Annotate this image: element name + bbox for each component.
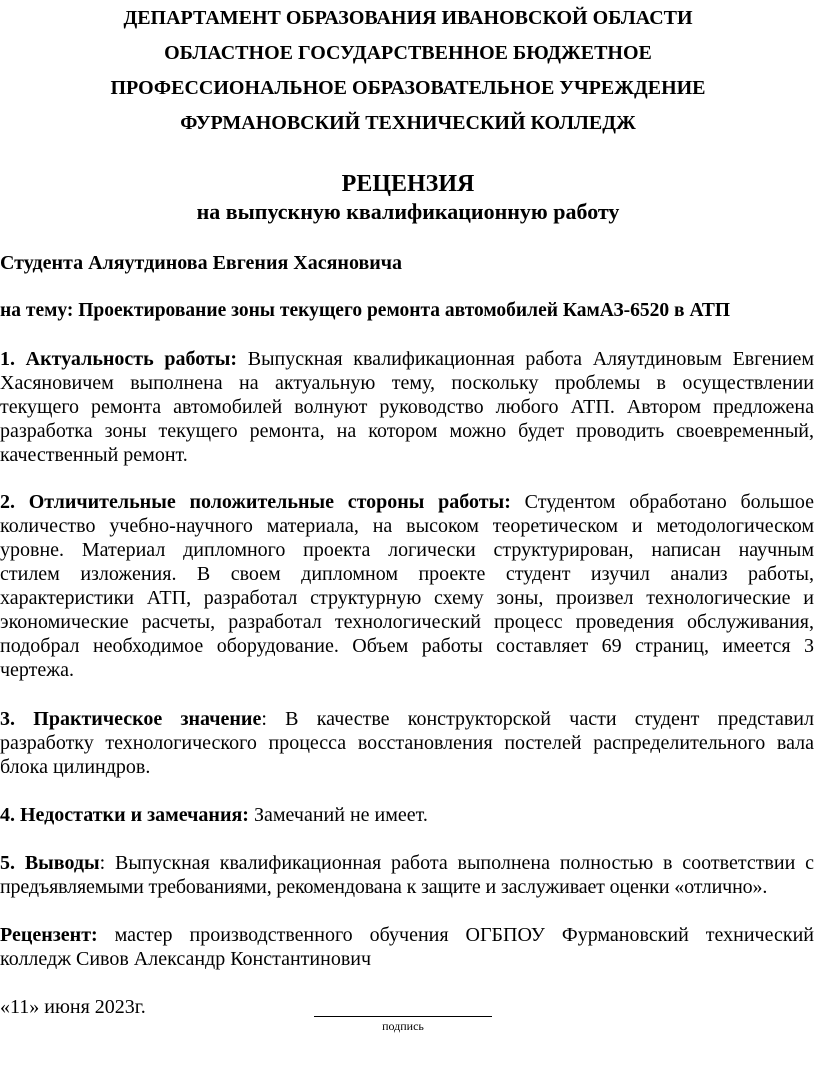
section-conclusions bbox=[0, 851, 814, 899]
section-relevance-line: 1. Актуальность работы: Выпускная квалификационная работа Аляутдиновым Евгением bbox=[0, 348, 814, 370]
section-strengths-line: чертежа. bbox=[0, 659, 74, 681]
thesis-topic: на тему: Проектирование зоны текущего ремонта автомобилей КамАЗ-6520 в АТП bbox=[0, 300, 730, 321]
section-relevance bbox=[0, 347, 814, 467]
section-relevance-label: 1. Актуальность работы: bbox=[0, 348, 238, 370]
section-conclusions-line: 5. Выводы: Выпускная квалификационная работа выполнена полностью в соответствии с bbox=[0, 852, 814, 874]
section-practical-value bbox=[0, 707, 814, 779]
section-shortcomings-text: Замечаний не имеет. bbox=[253, 804, 428, 826]
section-practical-line: блока цилиндров. bbox=[0, 756, 151, 778]
student-name: Студента Аляутдинова Евгения Хасяновича bbox=[0, 252, 403, 274]
reviewer-line: Рецензент: мастер производственного обучения ОГБПОУ Фурмановский технический bbox=[0, 924, 814, 946]
header-department: ДЕПАРТАМЕНТ ОБРАЗОВАНИЯ ИВАНОВСКОЙ ОБЛАСТИ bbox=[123, 7, 693, 29]
review-date: «11» июня 2023г. bbox=[0, 996, 146, 1018]
section-strengths-line: характеристики АТП, разработал структурную схему зоны, произвел технологические и bbox=[0, 587, 814, 609]
section-relevance-line: качественный ремонт. bbox=[0, 444, 188, 466]
header-institution-type: ОБЛАСТНОЕ ГОСУДАРСТВЕННОЕ БЮДЖЕТНОЕ bbox=[164, 42, 652, 64]
signature-caption: подпись bbox=[382, 1019, 424, 1033]
section-shortcomings bbox=[0, 803, 428, 827]
section-strengths-label: 2. Отличительные положительные стороны работы: bbox=[0, 491, 511, 513]
section-strengths-line: уровне. Материал дипломного проекта логически структурирован, написан научным bbox=[0, 539, 814, 561]
section-conclusions-label: 5. Выводы bbox=[0, 852, 100, 874]
reviewer-line: колледж Сивов Александр Константинович bbox=[0, 948, 372, 970]
header-institution-kind: ПРОФЕССИОНАЛЬНОЕ ОБРАЗОВАТЕЛЬНОЕ УЧРЕЖДЕНИЕ bbox=[110, 77, 706, 99]
section-strengths-line: экономические расчеты, разработал технологический процесс проведения обслуживания, bbox=[0, 611, 814, 633]
section-relevance-line: Хасяновичем выполнена на актуальную тему, поскольку проблемы в осуществлении bbox=[0, 372, 814, 394]
document-subtitle: на выпускную квалификационную работу bbox=[196, 199, 620, 224]
section-strengths-line: подобрал необходимое оборудование. Объем работы составляет 69 страниц, имеется 3 bbox=[0, 635, 814, 657]
section-strengths-line: количество учебно-научного материала, на высоком теоретическом и методологическом bbox=[0, 515, 814, 537]
section-strengths bbox=[0, 490, 814, 682]
reviewer-block bbox=[0, 923, 814, 971]
section-strengths-line: 2. Отличительные положительные стороны работы: Студентом обработано большое bbox=[0, 491, 815, 513]
document-title: РЕЦЕНЗИЯ bbox=[341, 171, 475, 197]
section-relevance-line: текущего ремонта автомобилей волнуют руководство любого АТП. Автором предложена bbox=[0, 396, 814, 418]
section-shortcomings-label: 4. Недостатки и замечания: bbox=[0, 804, 249, 826]
section-practical-line: 3. Практическое значение: В качестве конструкторской части студент представил bbox=[0, 708, 814, 730]
section-strengths-line: стилем изложения. В своем дипломном проекте студент изучил анализ работы, bbox=[0, 563, 814, 585]
section-practical-label: 3. Практическое значение bbox=[0, 708, 262, 730]
signature-line bbox=[314, 1016, 492, 1017]
section-practical-line: разработку технологического процесса восстановления постелей распределительного вала bbox=[0, 732, 814, 754]
section-relevance-line: разработка зоны текущего ремонта, на котором можно будет проводить своевременный, bbox=[0, 420, 814, 442]
section-conclusions-line: предъявляемыми требованиями, рекомендована к защите и заслуживает оценки «отлично». bbox=[0, 876, 768, 898]
header-college-name: ФУРМАНОВСКИЙ ТЕХНИЧЕСКИЙ КОЛЛЕДЖ bbox=[180, 112, 636, 134]
reviewer-label: Рецензент: bbox=[0, 924, 98, 946]
